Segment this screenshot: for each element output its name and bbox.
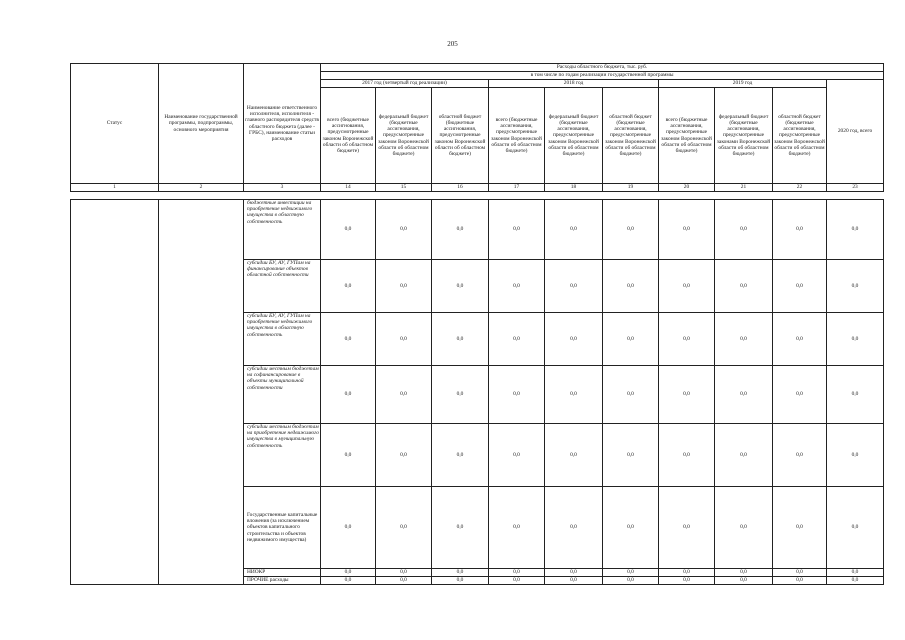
- value-cell: 0,0: [603, 313, 659, 366]
- header-expenses-title: Расходы областного бюджета, тыс. руб.: [321, 64, 884, 72]
- header-year-2019: 2019 год: [659, 80, 827, 88]
- header-2019-federal: федеральный бюджет (бюджетные ассигнования, предусмотренные законами Воронежской области об областном бюджете): [715, 88, 773, 184]
- value-cell: 0,0: [773, 569, 827, 577]
- table-row: [71, 200, 884, 260]
- column-number: 16: [432, 184, 489, 192]
- row-label: субсидии БУ, АУ, ГУПам на приобретение недвижимого имущества в областную собственность: [244, 313, 321, 366]
- value-cell: 0,0: [715, 200, 773, 260]
- value-cell: 0,0: [489, 577, 545, 585]
- value-cell: 0,0: [603, 569, 659, 577]
- row-label: ПРОЧИЕ расходы: [244, 577, 321, 585]
- value-cell: 0,0: [432, 366, 489, 424]
- header-year-2018: 2018 год: [489, 80, 659, 88]
- column-number: 18: [545, 184, 603, 192]
- value-cell: 0,0: [321, 200, 376, 260]
- value-cell: 0,0: [545, 366, 603, 424]
- value-cell: 0,0: [545, 260, 603, 313]
- value-cell: 0,0: [827, 569, 884, 577]
- status-cell: [71, 200, 159, 585]
- value-cell: 0,0: [773, 366, 827, 424]
- value-cell: 0,0: [545, 569, 603, 577]
- value-cell: 0,0: [321, 424, 376, 487]
- value-cell: 0,0: [545, 200, 603, 260]
- value-cell: 0,0: [545, 313, 603, 366]
- value-cell: 0,0: [432, 577, 489, 585]
- row-label: бюджетные инвестиции на приобретение недвижимого имущества в областную собственность: [244, 200, 321, 260]
- value-cell: 0,0: [603, 366, 659, 424]
- value-cell: 0,0: [773, 424, 827, 487]
- value-cell: 0,0: [659, 366, 715, 424]
- value-cell: 0,0: [321, 577, 376, 585]
- value-cell: 0,0: [432, 569, 489, 577]
- header-program-name: Наименование государственной программы, подпрограммы, основного мероприятия: [159, 64, 244, 184]
- value-cell: 0,0: [321, 487, 376, 569]
- value-cell: 0,0: [659, 577, 715, 585]
- column-number: 3: [244, 184, 321, 192]
- value-cell: 0,0: [321, 260, 376, 313]
- value-cell: 0,0: [659, 313, 715, 366]
- value-cell: 0,0: [376, 313, 432, 366]
- value-cell: 0,0: [659, 487, 715, 569]
- value-cell: 0,0: [376, 569, 432, 577]
- value-cell: 0,0: [603, 577, 659, 585]
- header-by-years: в том числе по годам реализации государственной программы: [321, 72, 884, 80]
- value-cell: 0,0: [321, 569, 376, 577]
- value-cell: 0,0: [603, 200, 659, 260]
- value-cell: 0,0: [545, 424, 603, 487]
- column-number: 1: [71, 184, 159, 192]
- value-cell: 0,0: [545, 487, 603, 569]
- value-cell: 0,0: [376, 260, 432, 313]
- value-cell: 0,0: [545, 577, 603, 585]
- value-cell: 0,0: [659, 424, 715, 487]
- value-cell: 0,0: [489, 487, 545, 569]
- value-cell: 0,0: [715, 366, 773, 424]
- value-cell: 0,0: [715, 569, 773, 577]
- value-cell: 0,0: [432, 487, 489, 569]
- value-cell: 0,0: [827, 200, 884, 260]
- value-cell: 0,0: [827, 487, 884, 569]
- value-cell: 0,0: [376, 487, 432, 569]
- value-cell: 0,0: [489, 366, 545, 424]
- value-cell: 0,0: [376, 424, 432, 487]
- header-2017-regional: областной бюджет (бюджетные ассигнования, предусмотренные законом Воронежской области об областном бюджете): [432, 88, 489, 184]
- value-cell: 0,0: [603, 260, 659, 313]
- value-cell: 0,0: [715, 313, 773, 366]
- column-number: 22: [773, 184, 827, 192]
- value-cell: 0,0: [827, 366, 884, 424]
- value-cell: 0,0: [659, 200, 715, 260]
- header-status: Статус: [71, 64, 159, 184]
- value-cell: 0,0: [827, 313, 884, 366]
- value-cell: 0,0: [773, 313, 827, 366]
- row-label: НИОКР: [244, 569, 321, 577]
- value-cell: 0,0: [376, 577, 432, 585]
- value-cell: 0,0: [432, 200, 489, 260]
- value-cell: 0,0: [489, 424, 545, 487]
- budget-table-body: [70, 199, 884, 585]
- column-number: 15: [376, 184, 432, 192]
- value-cell: 0,0: [321, 366, 376, 424]
- column-number: 21: [715, 184, 773, 192]
- header-2017-total: всего (бюджетные ассигнования, предусмотренные законом Воронежской области об областном бюджете): [321, 88, 376, 184]
- value-cell: 0,0: [659, 260, 715, 313]
- value-cell: 0,0: [376, 200, 432, 260]
- row-label: субсидии местным бюджетам на софинансирование в объекты муниципальной собственности: [244, 366, 321, 424]
- value-cell: 0,0: [715, 487, 773, 569]
- value-cell: 0,0: [489, 569, 545, 577]
- value-cell: 0,0: [773, 260, 827, 313]
- page-number: 205: [447, 40, 458, 48]
- header-2018-regional: областной бюджет (бюджетные ассигнования, предусмотренные законом Воронежской области об областном бюджете): [603, 88, 659, 184]
- value-cell: 0,0: [773, 577, 827, 585]
- value-cell: 0,0: [603, 487, 659, 569]
- header-year-2017: 2017 год (четвертый год реализации): [321, 80, 489, 88]
- value-cell: 0,0: [827, 577, 884, 585]
- header-2018-total: всего (бюджетные ассигнования, предусмотренные законом Воронежской области об областном бюджете): [489, 88, 545, 184]
- value-cell: 0,0: [773, 487, 827, 569]
- header-year-2020-total: 2020 год, всего: [827, 80, 884, 184]
- column-number: 2: [159, 184, 244, 192]
- row-label: Государственные капитальные вложения (за исключением объектов капитального строительства и объектов недвижимого имущества): [244, 487, 321, 569]
- value-cell: 0,0: [489, 313, 545, 366]
- value-cell: 0,0: [827, 424, 884, 487]
- header-executor: Наименование ответственного исполнителя, исполнителя - главного распорядителя средств областного бюджета (далее - ГРБС), наименование статьи расходов: [244, 64, 321, 184]
- header-2019-regional: областной бюджет (бюджетные ассигнования, предусмотренные законом Воронежской области об областном бюджете): [773, 88, 827, 184]
- column-number: 20: [659, 184, 715, 192]
- value-cell: 0,0: [827, 260, 884, 313]
- column-number: 17: [489, 184, 545, 192]
- budget-table: [70, 63, 884, 192]
- row-label: субсидии местным бюджетам на приобретение недвижимого имущества в муниципальную собственность: [244, 424, 321, 487]
- header-2018-federal: федеральный бюджет (бюджетные ассигнования, предусмотренные законом Воронежской области об областном бюджете): [545, 88, 603, 184]
- value-cell: 0,0: [715, 577, 773, 585]
- column-number: 23: [827, 184, 884, 192]
- value-cell: 0,0: [321, 313, 376, 366]
- value-cell: 0,0: [489, 260, 545, 313]
- row-label: субсидии БУ, АУ, ГУПам на финансирование объектов областной собственности: [244, 260, 321, 313]
- header-2019-total: всего (бюджетные ассигнования, предусмотренные законом Воронежской области об областном бюджете): [659, 88, 715, 184]
- program-cell: [159, 200, 244, 585]
- value-cell: 0,0: [773, 200, 827, 260]
- value-cell: 0,0: [715, 424, 773, 487]
- value-cell: 0,0: [432, 424, 489, 487]
- value-cell: 0,0: [489, 200, 545, 260]
- header-2017-federal: федеральный бюджет (бюджетные ассигнования, предусмотренные законом Воронежской области об областном бюджете): [376, 88, 432, 184]
- column-number: 19: [603, 184, 659, 192]
- column-number: 14: [321, 184, 376, 192]
- value-cell: 0,0: [432, 260, 489, 313]
- value-cell: 0,0: [376, 366, 432, 424]
- value-cell: 0,0: [715, 260, 773, 313]
- value-cell: 0,0: [603, 424, 659, 487]
- column-number-row: [71, 184, 884, 192]
- value-cell: 0,0: [659, 569, 715, 577]
- value-cell: 0,0: [432, 313, 489, 366]
